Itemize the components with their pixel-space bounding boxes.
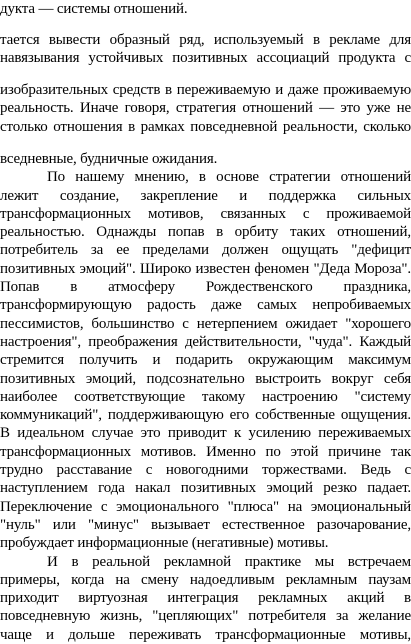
- paragraph-first-line: По нашему мнению, в основе стратегии отношений: [47, 169, 411, 186]
- text-line: трансформационных мотивов. Именно по этой причине так: [0, 443, 411, 460]
- text-line: потребитель за ее пределами должен ощущать "дефицит: [0, 242, 411, 259]
- text-line: Переключение с эмоционального "плюса" на эмоциональный: [0, 498, 411, 515]
- text-line: чаще и дольше переживать трансформационные мотивы,: [0, 626, 411, 643]
- text-line: навязывания устойчивых позитивных ассоциаций продукта с: [0, 50, 411, 67]
- text-fragment-1: [0, 0, 411, 18]
- text-line: приходит виртуозная интеграция рекламных акций в: [0, 590, 411, 607]
- text-line: наступлением года накал позитивных эмоций резко падает.: [0, 480, 411, 497]
- text-fragment-4: [0, 150, 411, 644]
- paragraph-end-line: пробуждает информационные (негативные) мотивы.: [0, 535, 329, 552]
- text-line: тается вывести образный ряд, используемый в рекламе для: [0, 32, 411, 48]
- text-line: пессимистов, большинство с нетерпением ожидает "хорошего: [0, 315, 411, 332]
- text-fragment-2: [0, 31, 411, 68]
- text-line: дукта — системы отношений.: [0, 1, 188, 17]
- text-line: настроения", преображения действительности, "чуда". Каждый: [0, 333, 411, 350]
- text-line: коммуникаций", поддерживающую его собственные ощущения.: [0, 407, 411, 424]
- text-line: реальность. Иначе говоря, стратегия отношений — это уже не: [0, 100, 411, 117]
- text-line: В идеальном случае это приводит к усилению переживаемых: [0, 425, 411, 442]
- text-line: трансформационных мотивов, связанных с проживаемой: [0, 205, 411, 222]
- text-line: трансформирующую радость даже самых непробиваемых: [0, 297, 411, 314]
- paragraph-first-line: И в реальной рекламной практике мы встречаем: [47, 553, 411, 570]
- text-line: примеры, когда на смену надоедливым рекламным паузам: [0, 571, 411, 588]
- text-line: позитивных эмоций". Широко известен феномен "Деда Мороза".: [0, 260, 411, 277]
- text-line: наиболее соответствующие такому настроению "систему: [0, 388, 411, 405]
- text-line: Попав в атмосферу Рождественского праздника,: [0, 279, 411, 296]
- text-fragment-3: [0, 81, 411, 136]
- text-line: стремится получить и подарить окружающим максимум: [0, 352, 411, 369]
- paragraph-end-line: вседневные, будничные ожидания.: [0, 151, 218, 167]
- text-line: позитивных эмоций, подсознательно выстроить вокруг себя: [0, 370, 411, 387]
- text-line: трудно расставание с новогодними торжествами. Ведь с: [0, 462, 411, 479]
- text-line: реальностью. Однажды попав в орбиту таких отношений,: [0, 224, 411, 241]
- text-line: лежит создание, закрепление и поддержка сильных: [0, 187, 411, 204]
- text-line: изобразительных средств в переживаемую и даже проживаемую: [0, 82, 411, 98]
- text-line: столько отношения в рамках повседневной реальности, сколько: [0, 118, 411, 135]
- text-line: повседневную жизнь, "цепляющих" потребителя за желание: [0, 608, 411, 625]
- text-line: "нуль" или "минус" вызывает естественное разочарование,: [0, 516, 411, 533]
